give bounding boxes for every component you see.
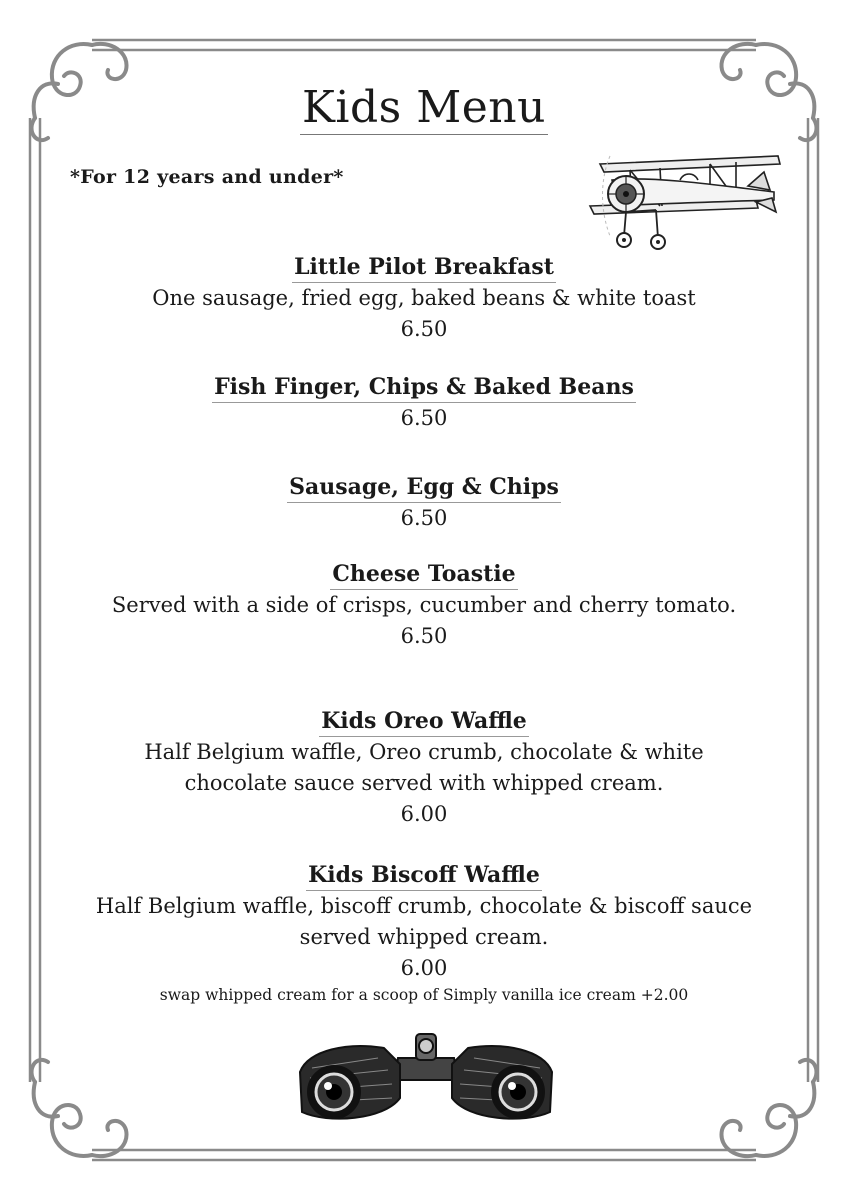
menu-item-cheese-toastie bbox=[40, 559, 808, 652]
menu-item-sausage-egg-chips bbox=[40, 472, 808, 534]
item-price: 6.50 bbox=[400, 406, 448, 430]
item-name: Little Pilot Breakfast bbox=[292, 252, 556, 283]
item-desc: Served with a side of crisps, cucumber and cherry tomato. bbox=[111, 593, 737, 617]
item-name: Fish Finger, Chips & Baked Beans bbox=[212, 372, 636, 403]
corner-scroll-bottom-right bbox=[721, 1060, 816, 1156]
menu-title: Kids Menu bbox=[302, 82, 546, 133]
menu-item-kids-oreo-waffle bbox=[40, 706, 808, 830]
corner-scroll-bottom-left bbox=[32, 1060, 127, 1156]
binoculars-illustration bbox=[288, 1028, 564, 1128]
item-name: Kids Oreo Waffle bbox=[319, 706, 529, 737]
menu-item-little-pilot-breakfast bbox=[40, 252, 808, 345]
item-price: 6.50 bbox=[400, 317, 448, 341]
menu-item-fish-finger bbox=[40, 372, 808, 434]
age-note: *For 12 years and under* bbox=[70, 166, 344, 188]
menu-item-kids-biscoff-waffle bbox=[40, 860, 808, 1006]
item-desc: Half Belgium waffle, Oreo crumb, chocolate & white chocolate sauce served with whipped cream. bbox=[144, 740, 704, 795]
item-name: Sausage, Egg & Chips bbox=[287, 472, 561, 503]
item-price: 6.00 bbox=[400, 956, 448, 980]
item-desc: One sausage, fried egg, baked beans & white toast bbox=[152, 286, 696, 310]
item-desc: Half Belgium waffle, biscoff crumb, chocolate & biscoff sauce served whipped cream. bbox=[95, 894, 753, 949]
item-price: 6.50 bbox=[400, 624, 448, 648]
item-price: 6.50 bbox=[400, 506, 448, 530]
biplane-illustration bbox=[560, 150, 782, 254]
item-price: 6.00 bbox=[400, 802, 448, 826]
menu-title-wrap bbox=[0, 82, 848, 133]
item-name: Cheese Toastie bbox=[330, 559, 517, 590]
item-note: swap whipped cream for a scoop of Simply vanilla ice cream +2.00 bbox=[159, 986, 689, 1004]
item-name: Kids Biscoff Waffle bbox=[306, 860, 542, 891]
